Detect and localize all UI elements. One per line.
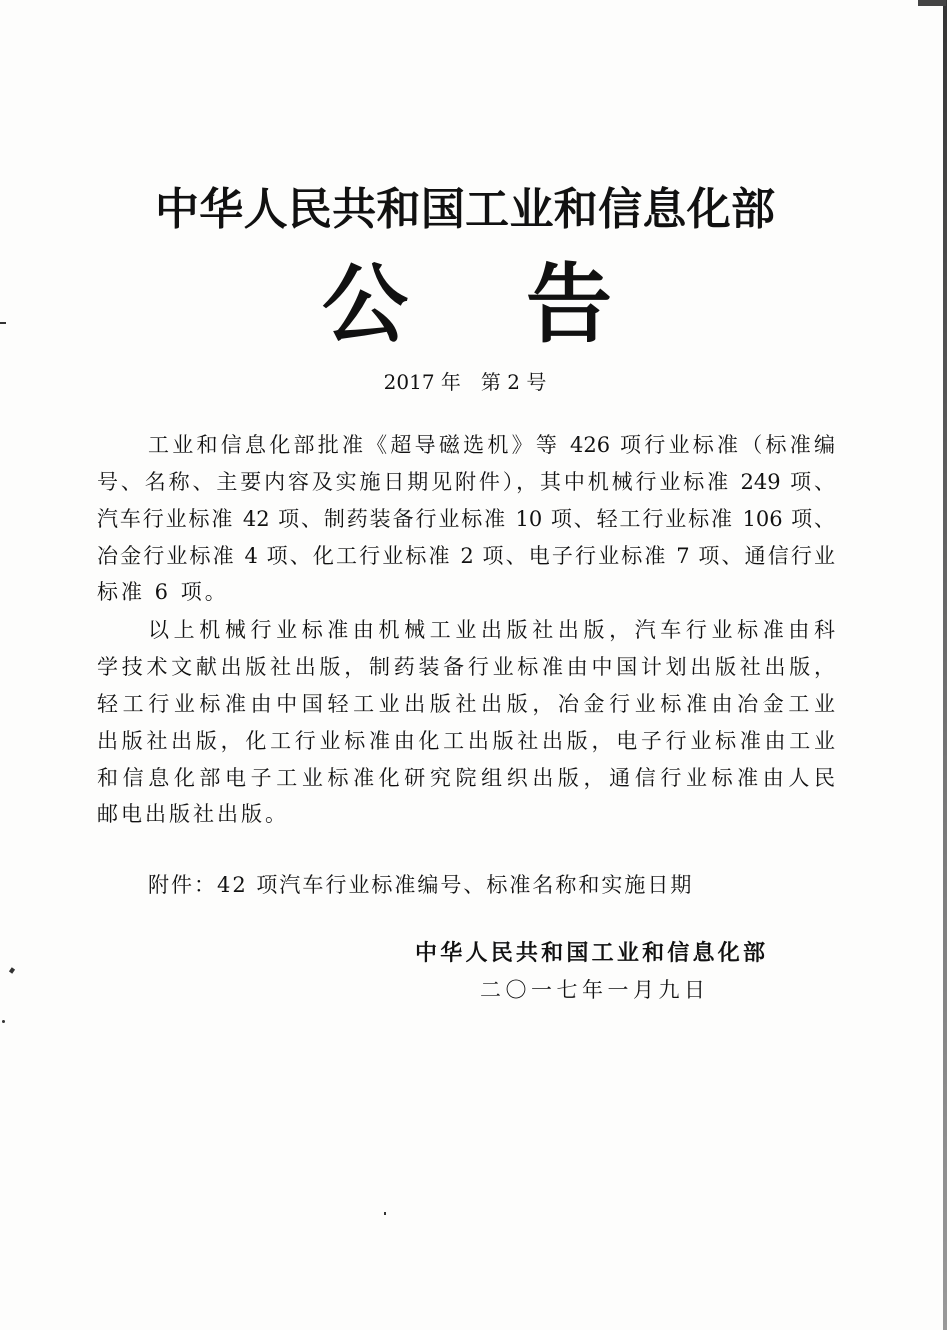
body-line: 学技术文献出版社出版，制药装备行业标准由中国计划出版社出版， [97, 655, 835, 679]
signature-date: 二〇一七年一月九日 [480, 978, 705, 1002]
scan-artifact [384, 1212, 386, 1215]
scan-edge-line [943, 0, 947, 1330]
scan-artifact [2, 1020, 5, 1023]
document-number: 2017 年 第 2 号 [383, 370, 547, 394]
document-type-heading: 公告 [322, 255, 612, 355]
body-line: 工业和信息化部批准《超导磁选机》等 426 项行业标准（标准编 [148, 433, 835, 457]
body-line: 轻工行业标准由中国轻工业出版社出版，冶金行业标准由冶金工业 [97, 692, 835, 716]
body-line: 出版社出版，化工行业标准由化工出版社出版，电子行业标准由工业 [97, 729, 835, 753]
body-line: 以上机械行业标准由机械工业出版社出版，汽车行业标准由科 [148, 618, 835, 642]
issuer-title: 中华人民共和国工业和信息化部 [155, 184, 775, 235]
scan-corner-mark [918, 0, 946, 6]
body-line: 标准 6 项。 [97, 580, 229, 604]
signature-organization: 中华人民共和国工业和信息化部 [415, 941, 765, 966]
body-line: 汽车行业标准 42 项、制药装备行业标准 10 项、轻工行业标准 106 项、 [97, 507, 835, 531]
scan-artifact [0, 322, 6, 324]
attachment-note: 附件：42 项汽车行业标准编号、标准名称和实施日期 [148, 873, 694, 897]
body-line: 冶金行业标准 4 项、化工行业标准 2 项、电子行业标准 7 项、通信行业 [97, 544, 835, 568]
scan-artifact [9, 967, 15, 973]
body-line: 和信息化部电子工业标准化研究院组织出版，通信行业标准由人民 [97, 766, 835, 790]
body-line: 号、名称、主要内容及实施日期见附件），其中机械行业标准 249 项、 [97, 470, 835, 494]
body-line: 邮电出版社出版。 [97, 802, 289, 826]
